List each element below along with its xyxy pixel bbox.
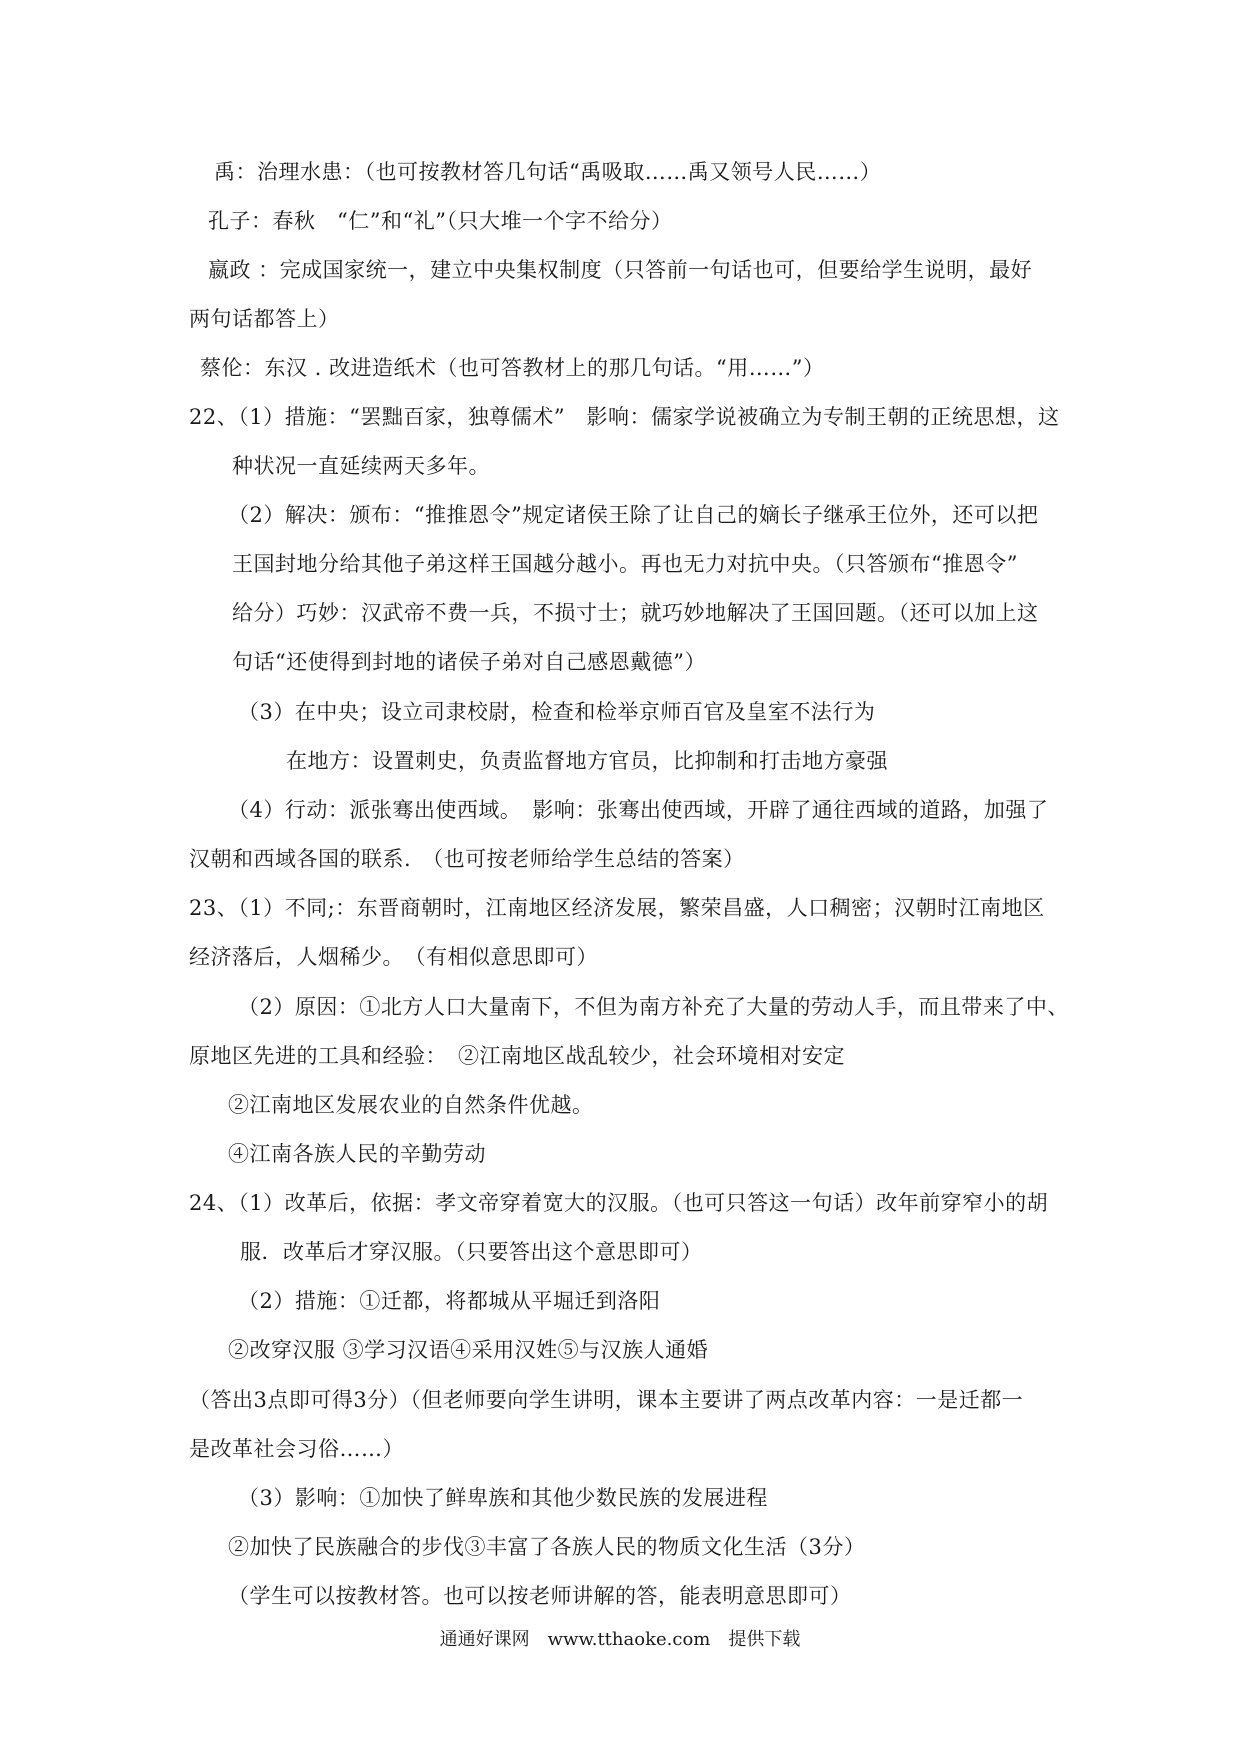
text-line: 禹：治理水患：（也可按教材答几句话“禹吸取……禹又领号人民……） <box>214 160 882 184</box>
text-line: 22、（1）措施：“罢黜百家，独尊儒术” 影响：儒家学说被确立为专制王朝的正统思想，这 <box>189 405 1060 429</box>
text-line: 在地方：设置刺史，负责监督地方官员，比抑制和打击地方豪强 <box>286 749 888 773</box>
text-line: ②加快了民族融合的步伐③丰富了各族人民的物质文化生活（3分） <box>228 1535 866 1559</box>
text-line: 服．改革后才穿汉服。（只要答出这个意思即可） <box>240 1240 703 1264</box>
text-line: 王国封地分给其他子弟这样王国越分越小。再也无力对抗中央。（只答颁布“推恩令” <box>232 552 1018 576</box>
text-line: （3）影响：①加快了鲜卑族和其他少数民族的发展进程 <box>238 1486 768 1510</box>
text-line: ②江南地区发展农业的自然条件优越。 <box>228 1093 594 1117</box>
text-line: ④江南各族人民的辛勤劳动 <box>228 1142 486 1166</box>
text-line: 23、（1）不同;：东晋商朝时，江南地区经济发展，繁荣昌盛，人口稠密；汉朝时江南地区 <box>189 896 1045 920</box>
page-footer: 通通好课网 www.tthaoke.com 提供下载 <box>439 1629 801 1650</box>
text-line: 句话“还使得到封地的诸侯子弟对自己感恩戴德”） <box>232 650 706 674</box>
text-line: 给分）巧妙：汉武帝不费一兵，不损寸士；就巧妙地解决了王国回题。（还可以加上这 <box>232 601 1039 625</box>
text-line: （3）在中央；设立司隶校尉，检查和检举京师百官及皇室不法行为 <box>238 700 876 724</box>
text-line: 原地区先进的工具和经验： ②江南地区战乱较少，社会环境相对安定 <box>189 1044 845 1068</box>
text-line: 蔡伦：东汉 . 改进造纸术（也可答教材上的那几句话。“用……”） <box>200 356 825 380</box>
text-line: 是改革社会习俗……） <box>189 1437 404 1461</box>
text-line: 24、（1）改革后，依据：孝文帝穿着宽大的汉服。（也可只答这一句话）改年前穿窄小的胡 <box>189 1191 1049 1215</box>
text-line: （答出3点即可得3分）（但老师要向学生讲明，课本主要讲了两点改革内容：一是迁都一 <box>189 1388 1024 1412</box>
text-line: 孔子：春秋 “仁”和“礼”（只大堆一个字不给分） <box>208 209 673 233</box>
text-line: ②改穿汉服 ③学习汉语④采用汉姓⑤与汉族人通婚 <box>228 1338 709 1362</box>
text-line: （2）措施：①迁都，将都城从平堀迁到洛阳 <box>238 1289 661 1313</box>
text-line: （2）原因：①北方人口大量南下，不但为南方补充了大量的劳动人手，而且带来了中、 <box>238 995 1069 1019</box>
text-line: 汉朝和西域各国的联系. （也可按老师给学生总结的答案） <box>189 847 745 871</box>
text-line: （学生可以按教材答。也可以按老师讲解的答，能表明意思即可） <box>228 1584 852 1608</box>
text-line: 种状况一直延续两天多年。 <box>232 454 490 478</box>
text-line: 两句话都答上） <box>189 307 340 331</box>
text-line: 经济落后，人烟稀少。 （有相似意思即可） <box>189 945 598 969</box>
text-line: （4）行动：派张骞出使西域。 影响：张骞出使西域，开辟了通往西域的道路，加强了 <box>228 798 1049 822</box>
text-line: （2）解决：颁布：“推推恩令”规定诸侯王除了让自己的嫡长子继承王位外，还可以把 <box>228 503 1039 527</box>
text-line: 嬴政 ：完成国家统一，建立中央集权制度（只答前一句话也可，但要给学生说明，最好 <box>208 258 1033 282</box>
